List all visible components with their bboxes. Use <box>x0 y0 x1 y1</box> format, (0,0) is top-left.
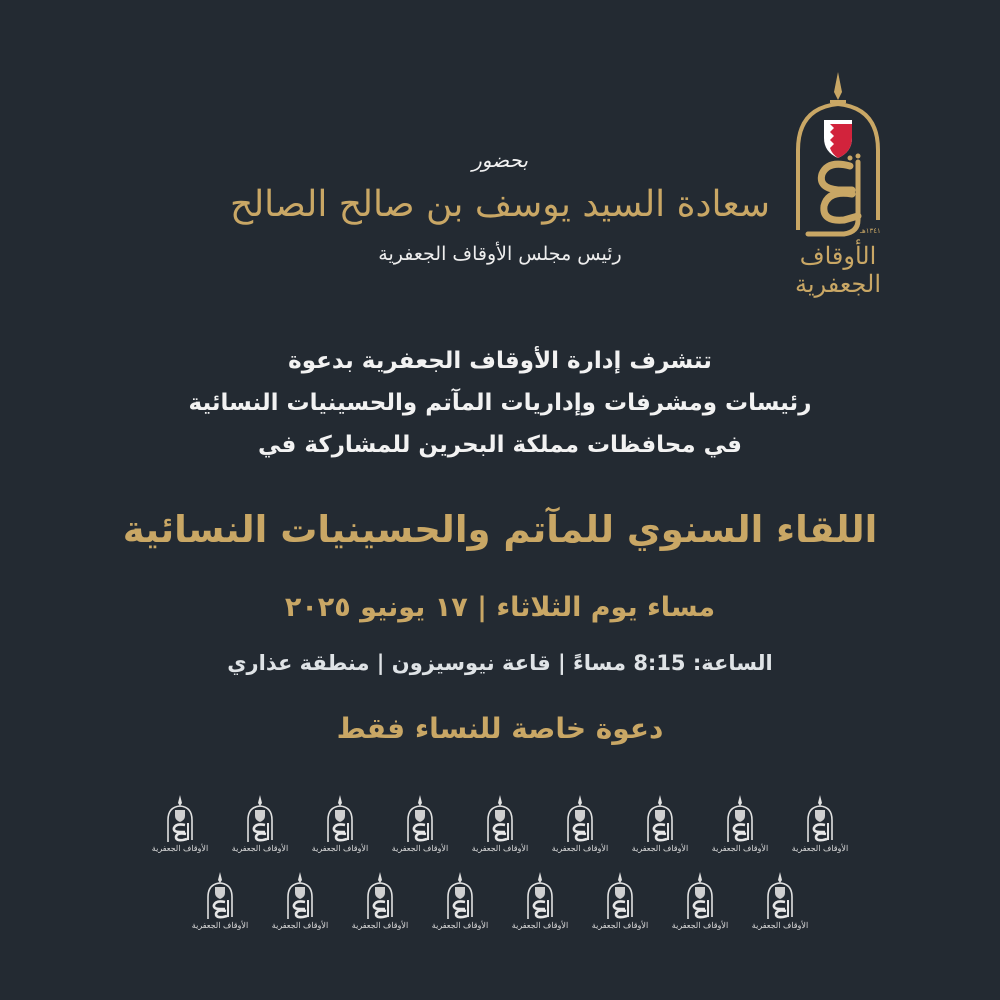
sponsor-logo <box>271 871 329 937</box>
sponsor-logo <box>671 871 729 937</box>
jaafari-waqf-emblem-icon <box>555 794 605 844</box>
sponsor-logo-label: الأوقاف الجعفرية <box>791 844 849 853</box>
invitation-line: في محافظات مملكة البحرين للمشاركة في <box>258 432 742 458</box>
sponsor-logo-label: الأوقاف الجعفرية <box>231 844 289 853</box>
jaafari-waqf-emblem-icon <box>235 794 285 844</box>
sponsor-logo <box>311 794 369 860</box>
sponsor-logo-label: الأوقاف الجعفرية <box>471 844 529 853</box>
sponsor-logo <box>751 871 809 937</box>
jaafari-waqf-emblem-icon <box>395 794 445 844</box>
honoree-name: سعادة السيد يوسف بن صالح الصالح <box>229 184 771 225</box>
jaafari-waqf-emblem-icon <box>195 871 245 921</box>
jaafari-waqf-emblem-icon <box>755 871 805 921</box>
sponsor-logo <box>431 871 489 937</box>
sponsor-logo <box>351 871 409 937</box>
sponsor-logo-label: الأوقاف الجعفرية <box>591 921 649 930</box>
sponsor-logo <box>711 794 769 860</box>
jaafari-waqf-emblem-icon <box>355 871 405 921</box>
sponsor-logo <box>471 794 529 860</box>
jaafari-waqf-emblem-icon <box>435 871 485 921</box>
event-title: اللقاء السنوي للمآتم والحسينيات النسائية <box>122 508 878 551</box>
sponsor-logo-label: الأوقاف الجعفرية <box>271 921 329 930</box>
sponsor-logo-label: الأوقاف الجعفرية <box>391 844 449 853</box>
jaafari-waqf-emblem-icon <box>275 871 325 921</box>
sponsor-logo <box>151 794 209 860</box>
sponsor-logo <box>631 794 689 860</box>
sponsor-logo-label: الأوقاف الجعفرية <box>751 921 809 930</box>
sponsor-logo <box>391 794 449 860</box>
sponsor-logo <box>551 794 609 860</box>
event-date: مساء يوم الثلاثاء | ١٧ يونيو ٢٠٢٥ <box>284 592 716 623</box>
jaafari-waqf-emblem-icon <box>795 794 845 844</box>
sponsor-logo-label: الأوقاف الجعفرية <box>151 844 209 853</box>
invitation-text <box>0 340 1000 466</box>
sponsor-logo <box>511 871 569 937</box>
invitation-line: رئيسات ومشرفات وإداريات المآتم والحسينيات النسائية <box>188 390 812 416</box>
women-only-note: دعوة خاصة للنساء فقط <box>336 712 664 745</box>
sponsor-logo <box>791 794 849 860</box>
jaafari-waqf-emblem-icon <box>515 871 565 921</box>
jaafari-waqf-emblem-icon <box>635 794 685 844</box>
jaafari-waqf-emblem-icon <box>315 794 365 844</box>
sponsor-logo-label: الأوقاف الجعفرية <box>551 844 609 853</box>
sponsor-logo-label: الأوقاف الجعفرية <box>351 921 409 930</box>
sponsor-logo-label: الأوقاف الجعفرية <box>711 844 769 853</box>
sponsor-logo <box>231 794 289 860</box>
attendance-label: بحضور <box>472 148 528 172</box>
event-details: الساعة: 8:15 مساءً | قاعة نيوسيزون | منطقة عذاري <box>227 651 773 675</box>
sponsor-logo-label: الأوقاف الجعفرية <box>511 921 569 930</box>
logo-year: ١٣٤١هـ <box>860 227 881 235</box>
sponsor-logo-label: الأوقاف الجعفرية <box>191 921 249 930</box>
honoree-title: رئيس مجلس الأوقاف الجعفرية <box>378 243 622 265</box>
sponsor-logo-label: الأوقاف الجعفرية <box>311 844 369 853</box>
sponsor-logo <box>191 871 249 937</box>
sponsor-logo-label: الأوقاف الجعفرية <box>671 921 729 930</box>
sponsor-logo-label: الأوقاف الجعفرية <box>631 844 689 853</box>
sponsor-logo <box>591 871 649 937</box>
sponsor-logo-label: الأوقاف الجعفرية <box>431 921 489 930</box>
jaafari-waqf-emblem-icon <box>155 794 205 844</box>
jaafari-waqf-emblem-icon <box>675 871 725 921</box>
jaafari-waqf-emblem-icon <box>715 794 765 844</box>
jaafari-waqf-emblem-icon <box>475 794 525 844</box>
invitation-line: تتشرف إدارة الأوقاف الجعفرية بدعوة <box>288 348 712 374</box>
logo-name: الأوقاف الجعفرية <box>795 242 881 298</box>
jaafari-waqf-emblem-icon <box>595 871 645 921</box>
